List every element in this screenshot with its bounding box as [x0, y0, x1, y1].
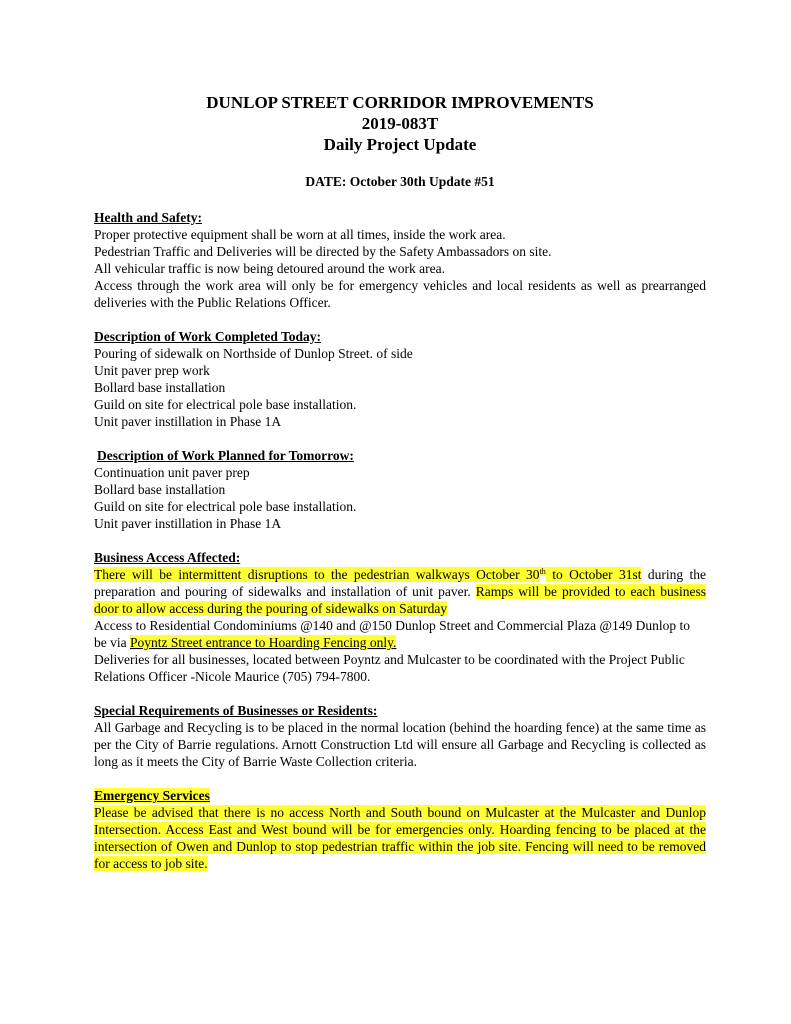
document-title: DUNLOP STREET CORRIDOR IMPROVEMENTS: [206, 93, 594, 112]
list-item: Bollard base installation: [94, 380, 226, 395]
work-completed-heading: Description of Work Completed Today:: [94, 329, 322, 344]
business-access-paragraph: Deliveries for all businesses, located between Poyntz and Mulcaster to be coordinated with the Project Public Relations Officer -Nicole Maurice (705) 794-7800.: [94, 652, 685, 684]
emergency-heading: [94, 787, 706, 804]
paragraph-text: during the preparation and pouring of sidewalks and installation of unit paver.: [94, 567, 706, 599]
project-number: 2019-083T: [361, 114, 439, 133]
special-requirements-section: [94, 702, 706, 770]
business-access-paragraph: [94, 566, 706, 617]
highlighted-text: Please be advised that there is no access North and South bound on Mulcaster at the Mulcaster and Dunlop Intersection. Access East and West bound will be for emergencies only. Hoarding fencing to be placed at the intersection of Owen and Dunlop to stop pedestrian traffic within the job site. Fencing will need to be removed for access to job site.: [94, 805, 706, 871]
list-item: Pedestrian Traffic and Deliveries will be directed by the Safety Ambassadors on site.: [94, 244, 552, 259]
special-requirements-paragraph: All Garbage and Recycling is to be placed in the normal location (behind the hoarding fence) at the same time as per the City of Barrie regulations. Arnott Construction Ltd will ensure all Garbage and Recycling is collected as long as it meets the City of Barrie Waste Collection criteria.: [94, 720, 706, 769]
work-planned-section: [94, 447, 706, 532]
business-access-heading: Business Access Affected:: [94, 550, 241, 565]
business-access-paragraph: [94, 617, 706, 651]
list-item: Pouring of sidewalk on Northside of Dunlop Street. of side: [94, 346, 413, 361]
list-item: Unit paver instillation in Phase 1A: [94, 414, 282, 429]
list-item: All vehicular traffic is now being detoured around the work area.: [94, 261, 445, 276]
health-safety-section: [94, 209, 706, 311]
list-item: Continuation unit paver prep: [94, 465, 250, 480]
list-item: Proper protective equipment shall be worn at all times, inside the work area.: [94, 227, 506, 242]
superscript: th: [539, 566, 546, 576]
highlighted-text: to October 31st: [545, 567, 642, 582]
list-item: Guild on site for electrical pole base installation.: [94, 397, 357, 412]
highlighted-text: Emergency Services: [94, 788, 210, 803]
list-item: Access through the work area will only be for emergency vehicles and local residents as well as prearranged deliveries with the Public Relations Officer.: [94, 278, 706, 310]
update-date: DATE: October 30th Update #51: [305, 174, 495, 189]
work-completed-section: [94, 328, 706, 430]
emergency-section: [94, 787, 706, 872]
document-page: [94, 92, 706, 889]
paragraph-text: Access to Residential Condominiums @140 and @150 Dunlop Street and Commercial Plaza @149 Dunlop to be via: [94, 618, 690, 650]
list-item: Guild on site for electrical pole base installation.: [94, 499, 357, 514]
list-item: Unit paver instillation in Phase 1A: [94, 516, 282, 531]
document-subtitle: Daily Project Update: [323, 135, 477, 154]
special-requirements-heading: Special Requirements of Businesses or Residents:: [94, 703, 378, 718]
highlighted-text: There will be intermittent disruptions to the pedestrian walkways October 30: [94, 567, 540, 582]
emergency-paragraph: [94, 804, 706, 872]
list-item: Unit paver prep work: [94, 363, 210, 378]
health-safety-heading: Health and Safety:: [94, 210, 202, 225]
list-item: Bollard base installation: [94, 482, 226, 497]
work-planned-heading: Description of Work Planned for Tomorrow:: [97, 448, 354, 463]
highlighted-text: Poyntz Street entrance to Hoarding Fencing only.: [130, 635, 397, 650]
business-access-section: [94, 549, 706, 685]
highlighted-text: Ramps will be provided to each business door to allow access during the pouring of sidewalks on Saturday: [94, 584, 706, 616]
